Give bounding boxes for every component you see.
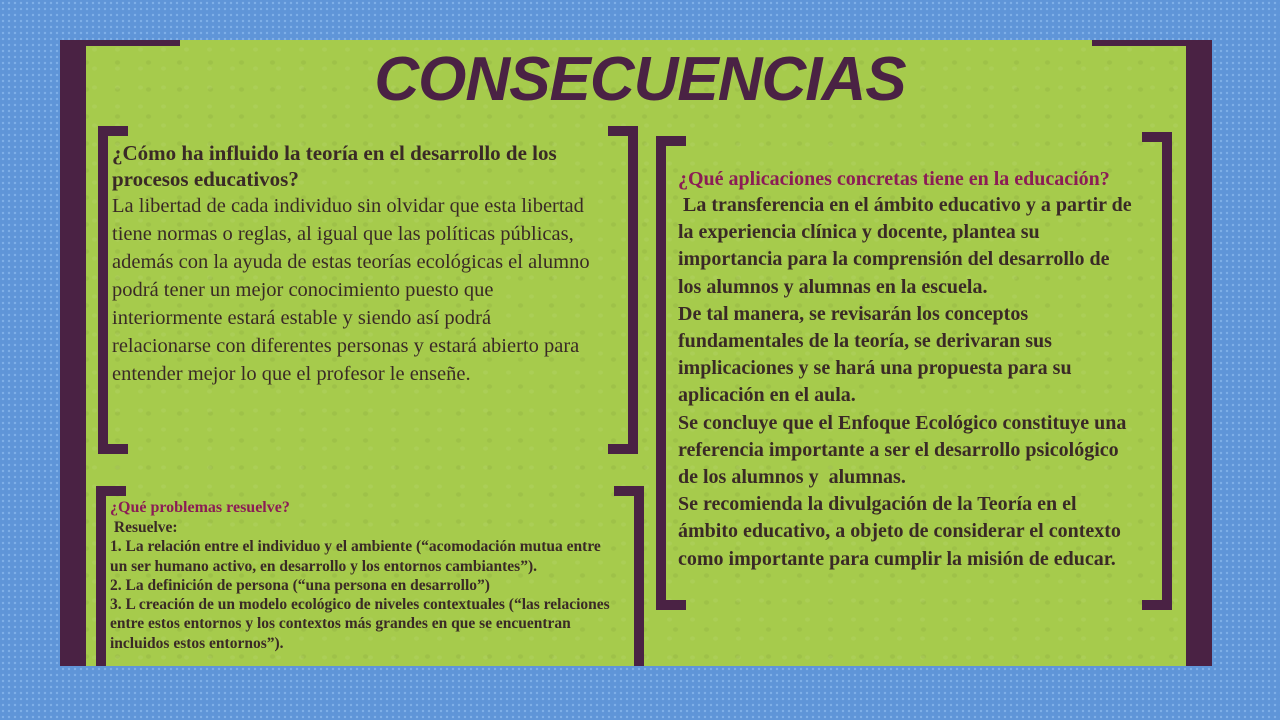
box3-question: ¿Qué problemas resuelve?	[110, 499, 290, 516]
slide	[60, 40, 1212, 666]
box3-line: un ser humano activo, en desarrollo y los entornos cambiantes”).	[110, 557, 537, 575]
box2-line: implicaciones y se hará una propuesta para su	[678, 357, 1072, 380]
box2-line: ámbito educativo, a objeto de considerar el contexto	[678, 520, 1121, 543]
box1-line: La libertad de cada individuo sin olvidar que esta libertad	[112, 195, 584, 217]
box2-line: importancia para la comprensión del desarrollo de	[678, 248, 1110, 271]
box2-line: fundamentales de la teoría, se derivaran sus	[678, 330, 1052, 353]
box-problems	[110, 498, 650, 653]
box2-line: Se concluye que el Enfoque Ecológico constituye una	[678, 411, 1127, 434]
box1-line: tiene normas o reglas, al igual que las políticas públicas,	[112, 223, 574, 245]
box1-line: interiormente estará estable y siendo así podrá	[112, 307, 492, 329]
box1-line: además con la ayuda de estas teorías ecológicas el alumno	[112, 251, 590, 273]
outer-left-cap	[60, 40, 180, 46]
box3-line: 1. La relación entre el individuo y el ambiente (“acomodación mutua entre	[110, 538, 601, 556]
box2-line: los alumnos y alumnas en la escuela.	[678, 275, 988, 298]
box2-line: la experiencia clínica y docente, plantea su	[678, 221, 1040, 244]
outer-left-bar	[60, 40, 86, 666]
slide-title: CONSECUENCIAS	[374, 45, 906, 114]
box2-line: de los alumnos y alumnas.	[678, 466, 906, 489]
box2-line: referencia importante a ser el desarrollo psicológico	[678, 438, 1119, 461]
outer-right-cap	[1092, 40, 1212, 46]
box3-line: 2. La definición de persona (“una persona en desarrollo”)	[110, 576, 490, 594]
box2-line: como importante para cumplir la misión de educar.	[678, 547, 1116, 570]
box3-line: entre estos entornos y los contextos más grandes en que se encuentran	[110, 615, 571, 633]
box1-line: entender mejor lo que el profesor le enseñe.	[112, 363, 471, 385]
box3-line: Resuelve:	[110, 519, 178, 536]
box1-question: ¿Cómo ha influido la teoría en el desarrollo de los procesos educativos?	[112, 141, 557, 191]
box1-line: relacionarse con diferentes personas y estará abierto para	[112, 335, 580, 357]
box1-line: podrá tener un mejor conocimiento puesto que	[112, 279, 494, 301]
box2-line: Se recomienda la divulgación de la Teoría en el	[678, 493, 1077, 516]
box2-line: aplicación en el aula.	[678, 384, 856, 407]
box3-line: 3. L creación de un modelo ecológico de niveles contextuales (“las relaciones	[110, 596, 610, 614]
box3-line: incluidos estos entornos”).	[110, 634, 284, 652]
box2-question: ¿Qué aplicaciones concretas tiene en la educación?	[678, 168, 1110, 190]
box2-line: La transferencia en el ámbito educativo y a partir de	[678, 194, 1132, 216]
box-applications	[678, 166, 1158, 573]
outer-right-bar	[1186, 40, 1212, 666]
box-influence	[112, 140, 632, 388]
box2-line: De tal manera, se revisarán los conceptos	[678, 302, 1029, 325]
